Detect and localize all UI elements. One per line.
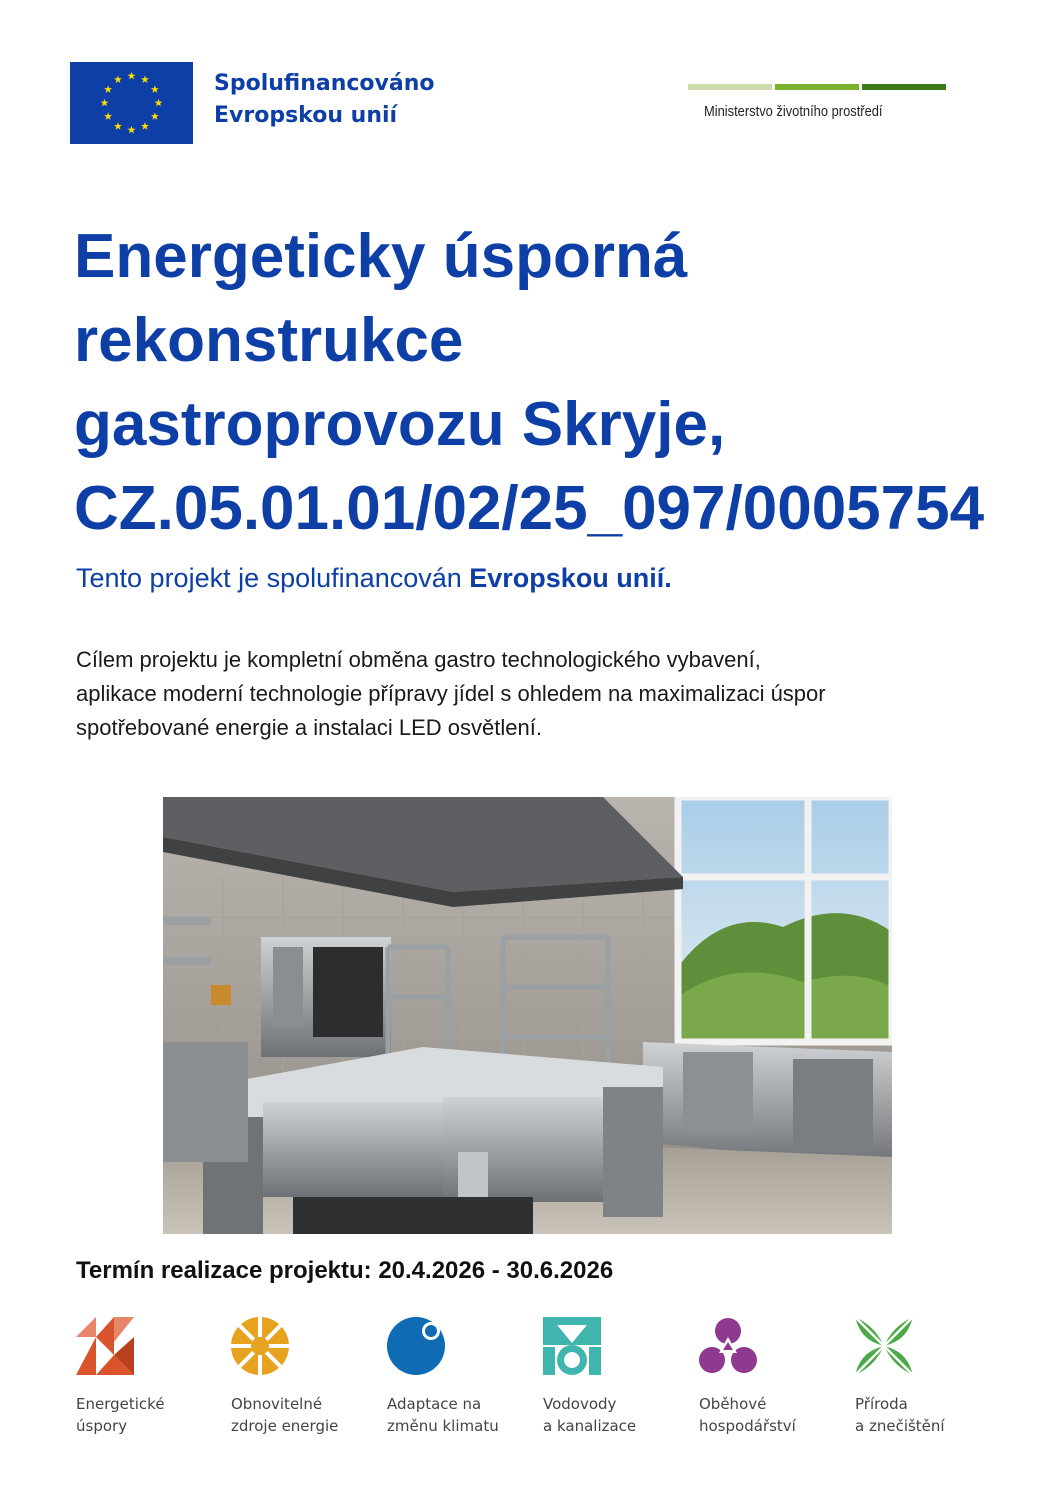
topic-label: [76, 1393, 216, 1437]
eu-flag-logo: [70, 62, 193, 144]
topic-label: [543, 1393, 683, 1437]
topic-water-sewage: [543, 1317, 683, 1437]
topic-label-line: Vodovody: [543, 1395, 617, 1413]
topic-label: [855, 1393, 995, 1437]
topic-label-line: Adaptace na: [387, 1395, 482, 1413]
eu-star: [104, 112, 112, 120]
topic-climate-adaptation: [387, 1317, 527, 1437]
climate-adaptation-icon: [387, 1317, 445, 1375]
topic-label-line: hospodářství: [699, 1417, 796, 1435]
cofinancing-bold: Evropskou unií.: [469, 563, 672, 593]
eu-star: [155, 99, 163, 107]
eu-star: [141, 122, 149, 130]
energy-savings-icon: [76, 1317, 134, 1375]
topic-renewable-energy: [231, 1317, 371, 1437]
project-term: Termín realizace projektu: 20.4.2026 - 30.6.2026: [76, 1257, 614, 1284]
title-line-2: rekonstrukce: [74, 306, 464, 375]
cofinancing-statement: [76, 563, 672, 594]
title-line-1: Energeticky úsporná: [74, 222, 688, 291]
kitchen-photo: [163, 797, 892, 1234]
topic-energy-savings: [76, 1317, 216, 1437]
topic-label: [387, 1393, 527, 1437]
eu-star: [151, 85, 159, 93]
eu-star: [141, 75, 149, 83]
ministry-bar-dark: [862, 84, 946, 90]
kitchen-illustration: [163, 797, 892, 1234]
topic-label-line: Energetické: [76, 1395, 165, 1413]
project-title: [74, 215, 1049, 551]
topic-nature-pollution: [855, 1317, 995, 1437]
ministry-logo-bars: [688, 84, 946, 90]
topic-label-line: zdroje energie: [231, 1417, 339, 1435]
ministry-name: Ministerstvo životního prostředí: [704, 103, 883, 120]
topic-label-line: Příroda: [855, 1395, 908, 1413]
eu-stars-icon: [70, 62, 193, 144]
topic-label-line: Oběhové: [699, 1395, 767, 1413]
project-description: Cílem projektu je kompletní obměna gastro technologického vybavení, aplikace moderní technologie přípravy jídel s ohledem na maximalizaci úspor spotřebované energie a instalaci LED osvětlení.: [76, 647, 826, 740]
ministry-bar-light: [688, 84, 772, 90]
eu-star: [101, 99, 109, 107]
eu-star: [151, 112, 159, 120]
eu-logo-line-2: Evropskou unií: [214, 103, 398, 128]
eu-star: [104, 85, 112, 93]
topic-label-line: a kanalizace: [543, 1417, 637, 1435]
topic-label-line: Obnovitelné: [231, 1395, 323, 1413]
topic-circular-economy: [699, 1317, 839, 1437]
eu-star: [128, 72, 136, 80]
topic-label: [699, 1393, 839, 1437]
water-sewage-icon: [543, 1317, 601, 1375]
eu-star: [114, 75, 122, 83]
eu-star: [114, 122, 122, 130]
title-line-3: gastroprovozu Skryje,: [74, 390, 726, 459]
title-line-4: CZ.05.01.01/02/25_097/0005754: [74, 474, 985, 543]
eu-logo-text: [214, 68, 435, 132]
renewable-energy-icon: [231, 1317, 289, 1375]
nature-pollution-icon: [855, 1317, 913, 1375]
topic-label: [231, 1393, 371, 1437]
eu-star: [128, 126, 136, 134]
ministry-bar-mid: [775, 84, 859, 90]
eu-logo-line-1: Spolufinancováno: [214, 71, 435, 96]
topic-label-line: úspory: [76, 1417, 128, 1435]
topic-label-line: změnu klimatu: [387, 1417, 499, 1435]
circular-economy-icon: [699, 1317, 757, 1375]
cofinancing-text: Tento projekt je spolufinancován: [76, 563, 470, 593]
topic-label-line: a znečištění: [855, 1417, 945, 1435]
